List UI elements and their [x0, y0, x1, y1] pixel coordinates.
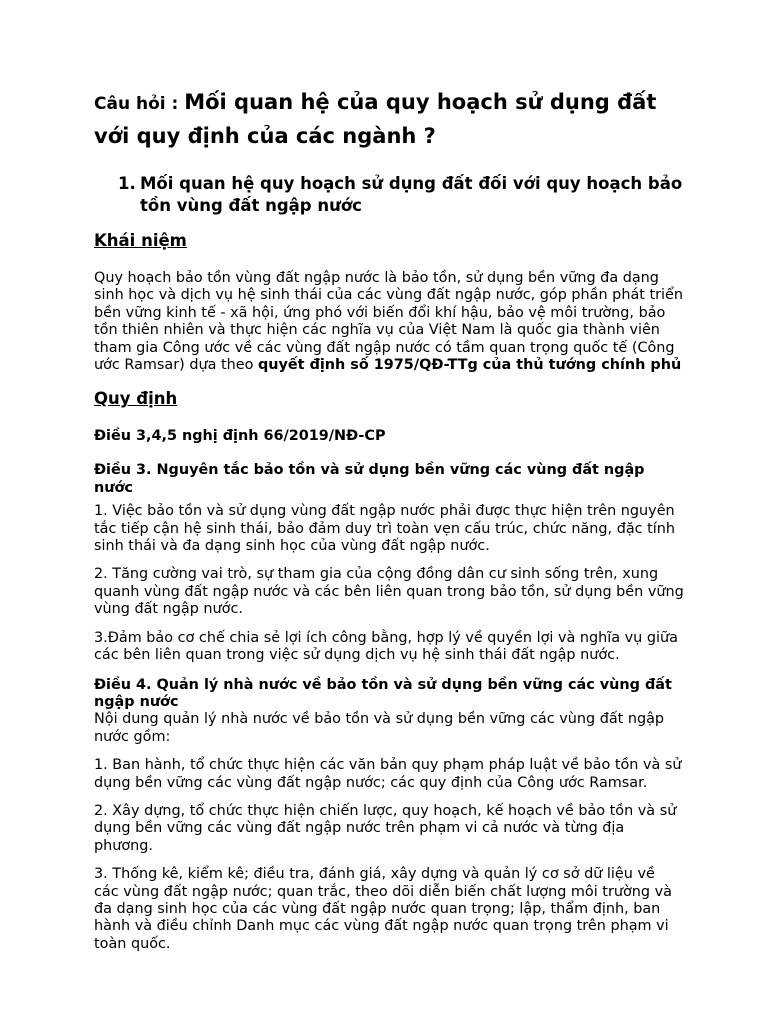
article-3-title: Điều 3. Nguyên tắc bảo tồn và sử dụng bền vững các vùng đất ngập nước	[94, 462, 645, 496]
question-text: Mối quan hệ của quy hoạch sử dụng đất với quy định của các ngành ?	[94, 90, 657, 148]
concept-heading: Khái niệm	[94, 231, 187, 250]
numbered-list	[94, 173, 684, 217]
article-4-item: 1. Ban hành, tổ chức thực hiện các văn bản quy phạm pháp luật về bảo tồn và sử dụng bền vững các vùng đất ngập nước; các quy định của Công ước Ramsar.	[94, 757, 682, 791]
article-3-item: 2. Tăng cường vai trò, sự tham gia của cộng đồng dân cư sinh sống trên, xung quanh vùng đất ngập nước và các bên liên quan trong bảo tồn, sử dụng bền vững vùng đất ngập nước.	[94, 566, 684, 618]
concept-paragraph	[94, 270, 684, 374]
decree-reference: Điều 3,4,5 nghị định 66/2019/NĐ-CP	[94, 428, 386, 445]
concept-body: Quy hoạch bảo tồn vùng đất ngập nước là bảo tồn, sử dụng bền vững đa dạng sinh học và dịch vụ hệ sinh thái của các vùng đất ngập nước, góp phần phát triển bền vững kinh tế - xã hội, ứng phó với biến đổi khí hậu, bảo vệ môi trường, bảo tồn thiên nhiên và thực hiện các nghĩa vụ của Việt Nam là quốc gia thành viên tham gia Công ước về các vùng đất ngập nước có tầm quan trọng quốc tế (Công ước Ramsar) dựa theo	[94, 270, 684, 374]
article-3-item: 3.Đảm bảo cơ chế chia sẻ lợi ích công bằng, hợp lý về quyền lợi và nghĩa vụ giữa các bên liên quan trong việc sử dụng dịch vụ hệ sinh thái đất ngập nước.	[94, 629, 678, 664]
concept-body-bold: quyết định số 1975/QĐ-TTg của thủ tướng chính phủ	[258, 357, 682, 374]
list-item-number: 1.	[118, 174, 136, 193]
article-3-item: 1. Việc bảo tồn và sử dụng vùng đất ngập nước phải được thực hiện trên nguyên tắc tiếp cận hệ sinh thái, bảo đảm duy trì toàn vẹn cấu trúc, chức năng, đặc tính sinh thái và đa dạng sinh học của vùng đất ngập nước.	[94, 503, 676, 555]
article-4-title: Điều 4. Quản lý nhà nước về bảo tồn và sử dụng bền vững các vùng đất ngập nước	[94, 676, 672, 710]
article-4-item: 3. Thống kê, kiểm kê; điều tra, đánh giá, xây dựng và quản lý cơ sở dữ liệu về các vùng đất ngập nước; quan trắc, theo dõi diễn biến chất lượng môi trường và đa dạng sinh học của các vùng đất ngập nước quan trọng; lập, thẩm định, ban hành và điều chỉnh Danh mục các vùng đất ngập nước quan trọng trên phạm vi toàn quốc.	[94, 866, 672, 952]
list-item-text: Mối quan hệ quy hoạch sử dụng đất đối với quy hoạch bảo tồn vùng đất ngập nước	[140, 174, 683, 215]
article-4-intro: Nội dung quản lý nhà nước về bảo tồn và sử dụng bền vững các vùng đất ngập nước gồm:	[94, 711, 665, 745]
rules-heading: Quy định	[94, 389, 178, 409]
list-item	[118, 173, 684, 217]
question-label: Câu hỏi :	[94, 94, 185, 114]
article-4-item: 2. Xây dựng, tổ chức thực hiện chiến lược, quy hoạch, kế hoạch về bảo tồn và sử dụng bền vững các vùng đất ngập nước trên phạm vi cả nước và từng địa phương.	[94, 802, 677, 854]
question-title	[94, 84, 684, 150]
document-page	[94, 84, 684, 953]
